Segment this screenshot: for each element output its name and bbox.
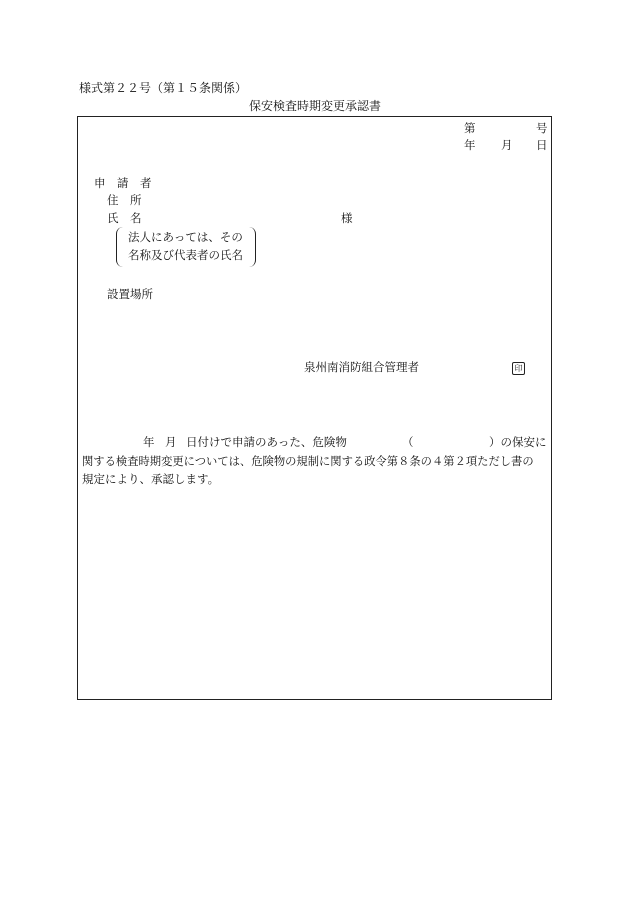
address-label: 住 所	[107, 193, 142, 207]
number-suffix: 号	[536, 121, 548, 135]
site-label: 設置場所	[107, 287, 153, 301]
issuer-name: 泉州南消防組合管理者	[304, 360, 419, 374]
document-title: 保安検査時期変更承認書	[249, 99, 382, 113]
body-line3: 規定により、承認します。	[82, 472, 220, 486]
body-line2: 関する検査時期変更については、危険物の規制に関する政令第８条の４第２項ただし書の	[82, 455, 534, 468]
body-line1-tail: ）の保安に	[489, 435, 547, 449]
date-day: 日	[536, 138, 548, 152]
body-month: 月	[165, 435, 177, 449]
date-month: 月	[501, 138, 513, 152]
corporate-note-line1: 法人にあっては、その	[128, 230, 243, 244]
body-open-paren: （	[402, 435, 414, 449]
applicant-heading: 申 請 者	[94, 176, 152, 190]
seal-mark: 印	[512, 362, 525, 375]
corporate-note-line2: 名称及び代表者の氏名	[128, 248, 243, 262]
form-frame	[77, 116, 552, 700]
number-prefix: 第	[464, 121, 476, 135]
form-number: 様式第２２号（第１５条関係）	[79, 81, 248, 95]
honorific: 様	[341, 211, 353, 225]
name-label: 氏 名	[107, 211, 142, 225]
date-year: 年	[464, 138, 476, 152]
body-year: 年	[143, 435, 155, 449]
body-line1-text: 日付けで申請のあった、危険物	[186, 435, 347, 449]
